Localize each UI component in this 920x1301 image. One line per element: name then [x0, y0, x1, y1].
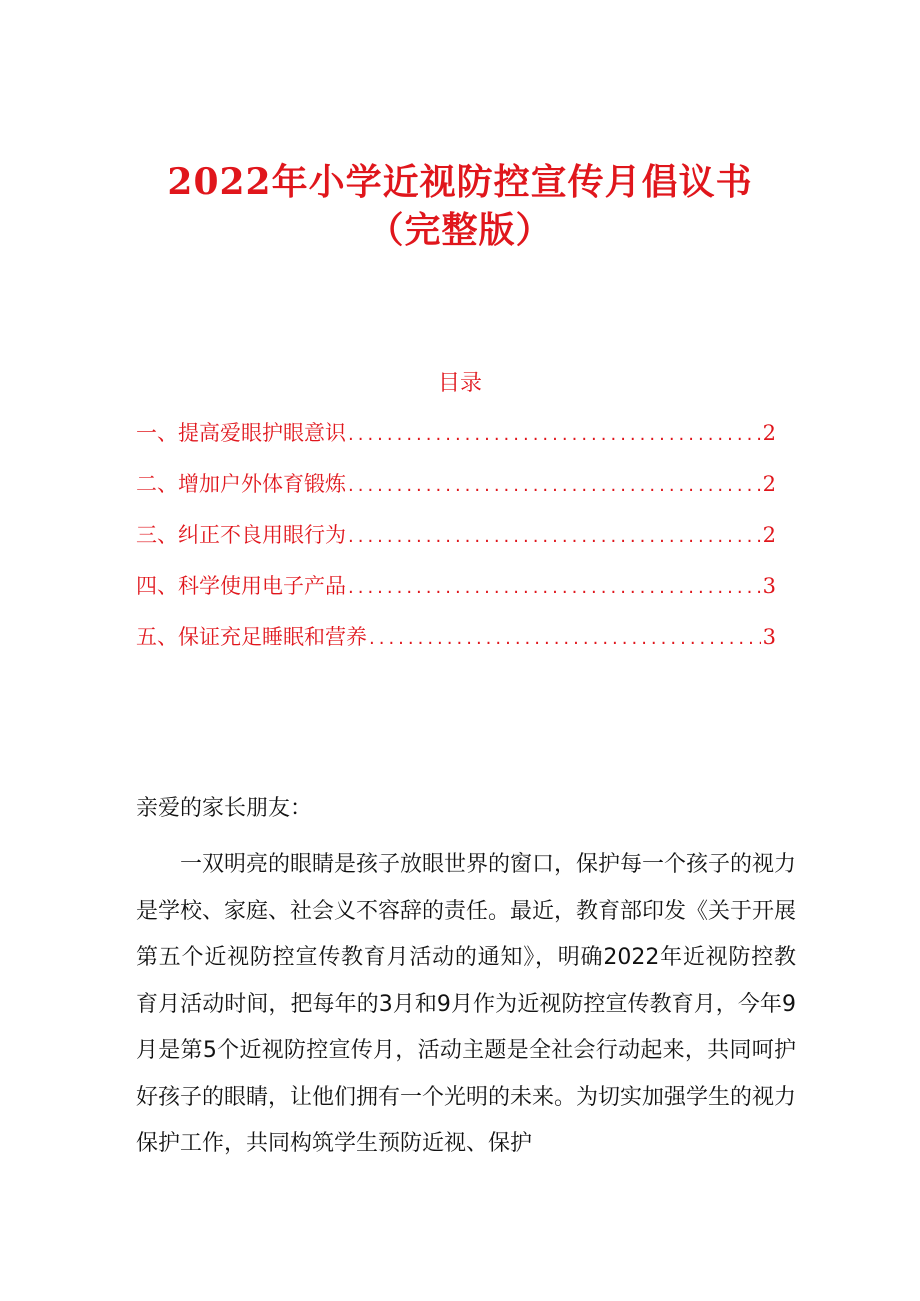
toc-item[interactable]: [136, 571, 776, 622]
toc-leader-dots: [369, 624, 761, 654]
toc-item-label: 三、纠正不良用眼行为: [136, 523, 346, 547]
toc-item[interactable]: [136, 469, 776, 520]
table-of-contents: [136, 418, 776, 673]
toc-item[interactable]: [136, 622, 776, 673]
toc-item[interactable]: [136, 520, 776, 571]
toc-item-page: 2: [762, 523, 776, 547]
toc-item-label: 四、科学使用电子产品: [136, 574, 346, 598]
toc-item-label: 二、增加户外体育锻炼: [136, 472, 346, 496]
toc-item-page: 3: [762, 574, 776, 598]
toc-item-label: 一、提高爱眼护眼意识: [136, 421, 346, 445]
toc-leader-dots: [348, 420, 761, 450]
toc-item-label: 五、保证充足睡眠和营养: [136, 625, 367, 649]
document-title: 2022年小学近视防控宣传月倡议书: [167, 161, 753, 203]
toc-item-page: 2: [762, 472, 776, 496]
toc-item-page: 3: [762, 625, 776, 649]
toc-leader-dots: [348, 573, 761, 603]
letter-body-paragraph: 一双明亮的眼睛是孩子放眼世界的窗口，保护每一个孩子的视力是学校、家庭、社会义不容辞的责任。最近，教育部印发《关于开展第五个近视防控宣传教育月活动的通知》，明确2022年近视防控教育月活动时间，把每年的3月和9月作为近视防控宣传教育月，今年9月是第5个近视防控宣传月，活动主题是全社会行动起来，共同呵护好孩子的眼睛，让他们拥有一个光明的未来。为切实加强学生的视力保护工作，共同构筑学生预防近视、保护: [136, 852, 797, 1156]
document-subtitle: （完整版）: [367, 209, 553, 251]
toc-item[interactable]: [136, 418, 776, 469]
toc-leader-dots: [348, 471, 761, 501]
toc-leader-dots: [348, 522, 761, 552]
toc-heading: 目录: [437, 371, 482, 396]
toc-item-page: 2: [762, 421, 776, 445]
letter-salutation: 亲爱的家长朋友：: [136, 796, 313, 821]
